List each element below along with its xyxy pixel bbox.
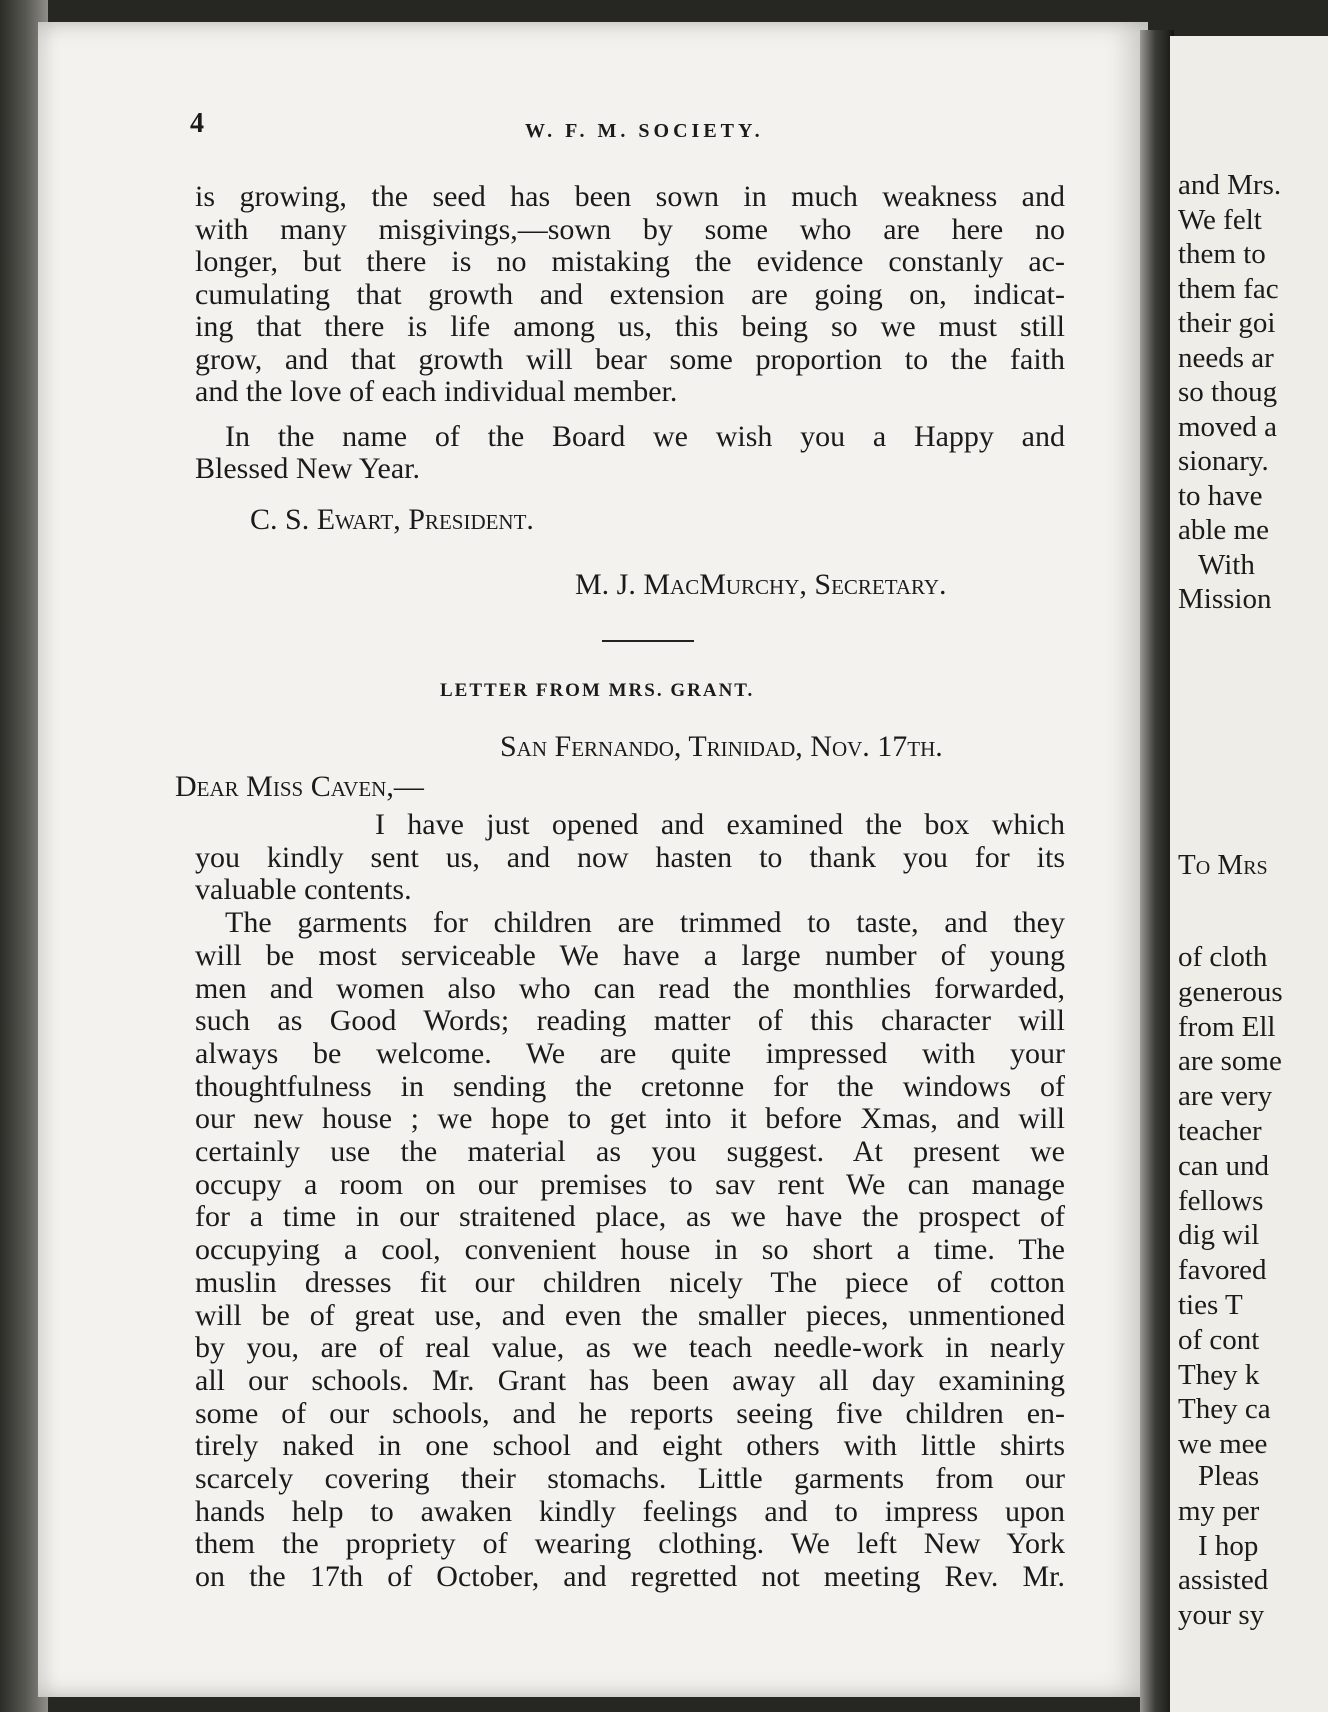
section-divider: [602, 640, 694, 642]
closing-line-1: In the name of the Board we wish you a Happy and: [225, 420, 1065, 453]
right-page-line: can und: [1178, 1149, 1269, 1182]
letter-line: tirely naked in one school and eight others with little shirts: [195, 1429, 1065, 1463]
letter-line: occupying a cool, convenient house in so short a time. The: [195, 1233, 1065, 1267]
letter-line: will be of great use, and even the smaller pieces, unmentioned: [195, 1298, 1065, 1332]
letter-line: occupy a room on our premises to sav rent We can manage: [195, 1167, 1065, 1201]
body-line: cumulating that growth and extension are going on, indicat-: [195, 277, 1065, 311]
right-page-line: them to: [1178, 238, 1266, 270]
body-line: longer, but there is no mistaking the evidence constanly ac-: [195, 245, 1065, 278]
letter-line: men and women also who can read the monthlies forwarded,: [195, 971, 1065, 1005]
right-page-line: of cont: [1178, 1323, 1260, 1356]
right-page-line: assisted: [1178, 1564, 1269, 1597]
right-page-line: your sy: [1178, 1599, 1265, 1632]
letter-line: such as Good Words; reading matter of this character will: [195, 1004, 1065, 1038]
letter-line: The garments for children are trimmed to taste, and they: [225, 906, 1065, 940]
letter-line: on the 17th of October, and regretted not meeting Rev. Mr.: [195, 1560, 1065, 1594]
letter-salutation: Dear Miss Caven,—: [175, 770, 424, 803]
page-header: [190, 108, 1070, 148]
right-page-line: They k: [1178, 1358, 1260, 1391]
letter-title: LETTER FROM MRS. GRANT.: [440, 680, 755, 701]
president-signature: C. S. Ewart, President.: [250, 503, 534, 536]
right-page-line: To Mrs: [1178, 849, 1268, 881]
right-page-line: to have: [1178, 479, 1263, 512]
page-number: 4: [190, 108, 204, 139]
letter-line: you kindly sent us, and now hasten to thank you for its: [195, 840, 1065, 874]
body-line: is growing, the seed has been sown in much weakness and: [195, 180, 1065, 213]
letter-line: will be most serviceable We have a large number of young: [195, 938, 1065, 972]
letter-line: for a time in our straitened place, as we have the prospect of: [195, 1200, 1065, 1234]
running-title: W. F. M. SOCIETY.: [525, 120, 764, 142]
secretary-signature: M. J. MacMurchy, Secretary.: [575, 568, 947, 601]
right-page-line: Pleas: [1198, 1460, 1260, 1492]
right-page-line: fellows: [1178, 1184, 1264, 1217]
right-page-line: my per: [1178, 1494, 1260, 1527]
letter-line: always be welcome. We are quite impressed with your: [195, 1036, 1065, 1070]
right-page-line: from Ell: [1178, 1010, 1276, 1043]
letter-line: them the propriety of wearing clothing. We left New York: [195, 1527, 1065, 1561]
letter-line: certainly use the material as you suggest. At present we: [195, 1135, 1065, 1168]
letter-line: I have just opened and examined the box which: [375, 808, 1065, 841]
right-page-line: so thoug: [1178, 376, 1278, 408]
right-page-line: are very: [1178, 1080, 1273, 1113]
right-page: [1170, 36, 1328, 1712]
body-line: and the love of each individual member.: [195, 375, 678, 408]
body-line: grow, and that growth will bear some proportion to the faith: [195, 342, 1065, 376]
right-page-line: are some: [1178, 1045, 1282, 1078]
right-page-line: of cloth: [1178, 941, 1268, 973]
right-page-line: favored: [1178, 1254, 1267, 1287]
closing-line-2: Blessed New Year.: [195, 452, 420, 485]
right-page-line: dig wil: [1178, 1219, 1260, 1252]
right-page-line: I hop: [1198, 1529, 1259, 1562]
body-line: ing that there is life among us, this being so we must still: [195, 310, 1065, 343]
right-page-line: moved a: [1178, 410, 1278, 443]
letter-line: all our schools. Mr. Grant has been away all day examining: [195, 1363, 1065, 1397]
right-page-line: Mission: [1178, 583, 1272, 615]
right-page-line: With: [1198, 548, 1255, 581]
right-page-line: sionary.: [1178, 445, 1269, 477]
right-page-line: needs ar: [1178, 341, 1274, 374]
right-page-line: and Mrs.: [1178, 169, 1282, 201]
letter-line: some of our schools, and he reports seeing five children en-: [195, 1396, 1065, 1430]
body-line: with many misgivings,—sown by some who are here no: [195, 212, 1065, 246]
letter-line: scarcely covering their stomachs. Little garments from our: [195, 1462, 1065, 1495]
letter-line: our new house ; we hope to get into it before Xmas, and will: [195, 1102, 1065, 1136]
book-gutter: [1140, 30, 1174, 1712]
right-page-line: We felt: [1178, 203, 1262, 236]
letter-line: by you, are of real value, as we teach needle-work in nearly: [195, 1331, 1065, 1365]
letter-line: hands help to awaken kindly feelings and to impress upon: [195, 1494, 1065, 1528]
right-page-line: their goi: [1178, 307, 1276, 339]
right-page-line: able me: [1178, 514, 1269, 546]
letter-line: muslin dresses fit our children nicely The piece of cotton: [195, 1265, 1065, 1299]
letter-line: thoughtfulness in sending the cretonne for the windows of: [195, 1069, 1065, 1103]
letter-line: valuable contents.: [195, 873, 412, 907]
right-page-line: ties T: [1178, 1289, 1243, 1321]
right-page-line: we mee: [1178, 1428, 1268, 1461]
right-page-line: generous: [1178, 975, 1283, 1008]
right-page-line: them fac: [1178, 272, 1279, 305]
right-page-line: They ca: [1178, 1393, 1271, 1426]
right-page-line: teacher: [1178, 1115, 1262, 1147]
letter-place-date: San Fernando, Trinidad, Nov. 17th.: [500, 730, 943, 763]
